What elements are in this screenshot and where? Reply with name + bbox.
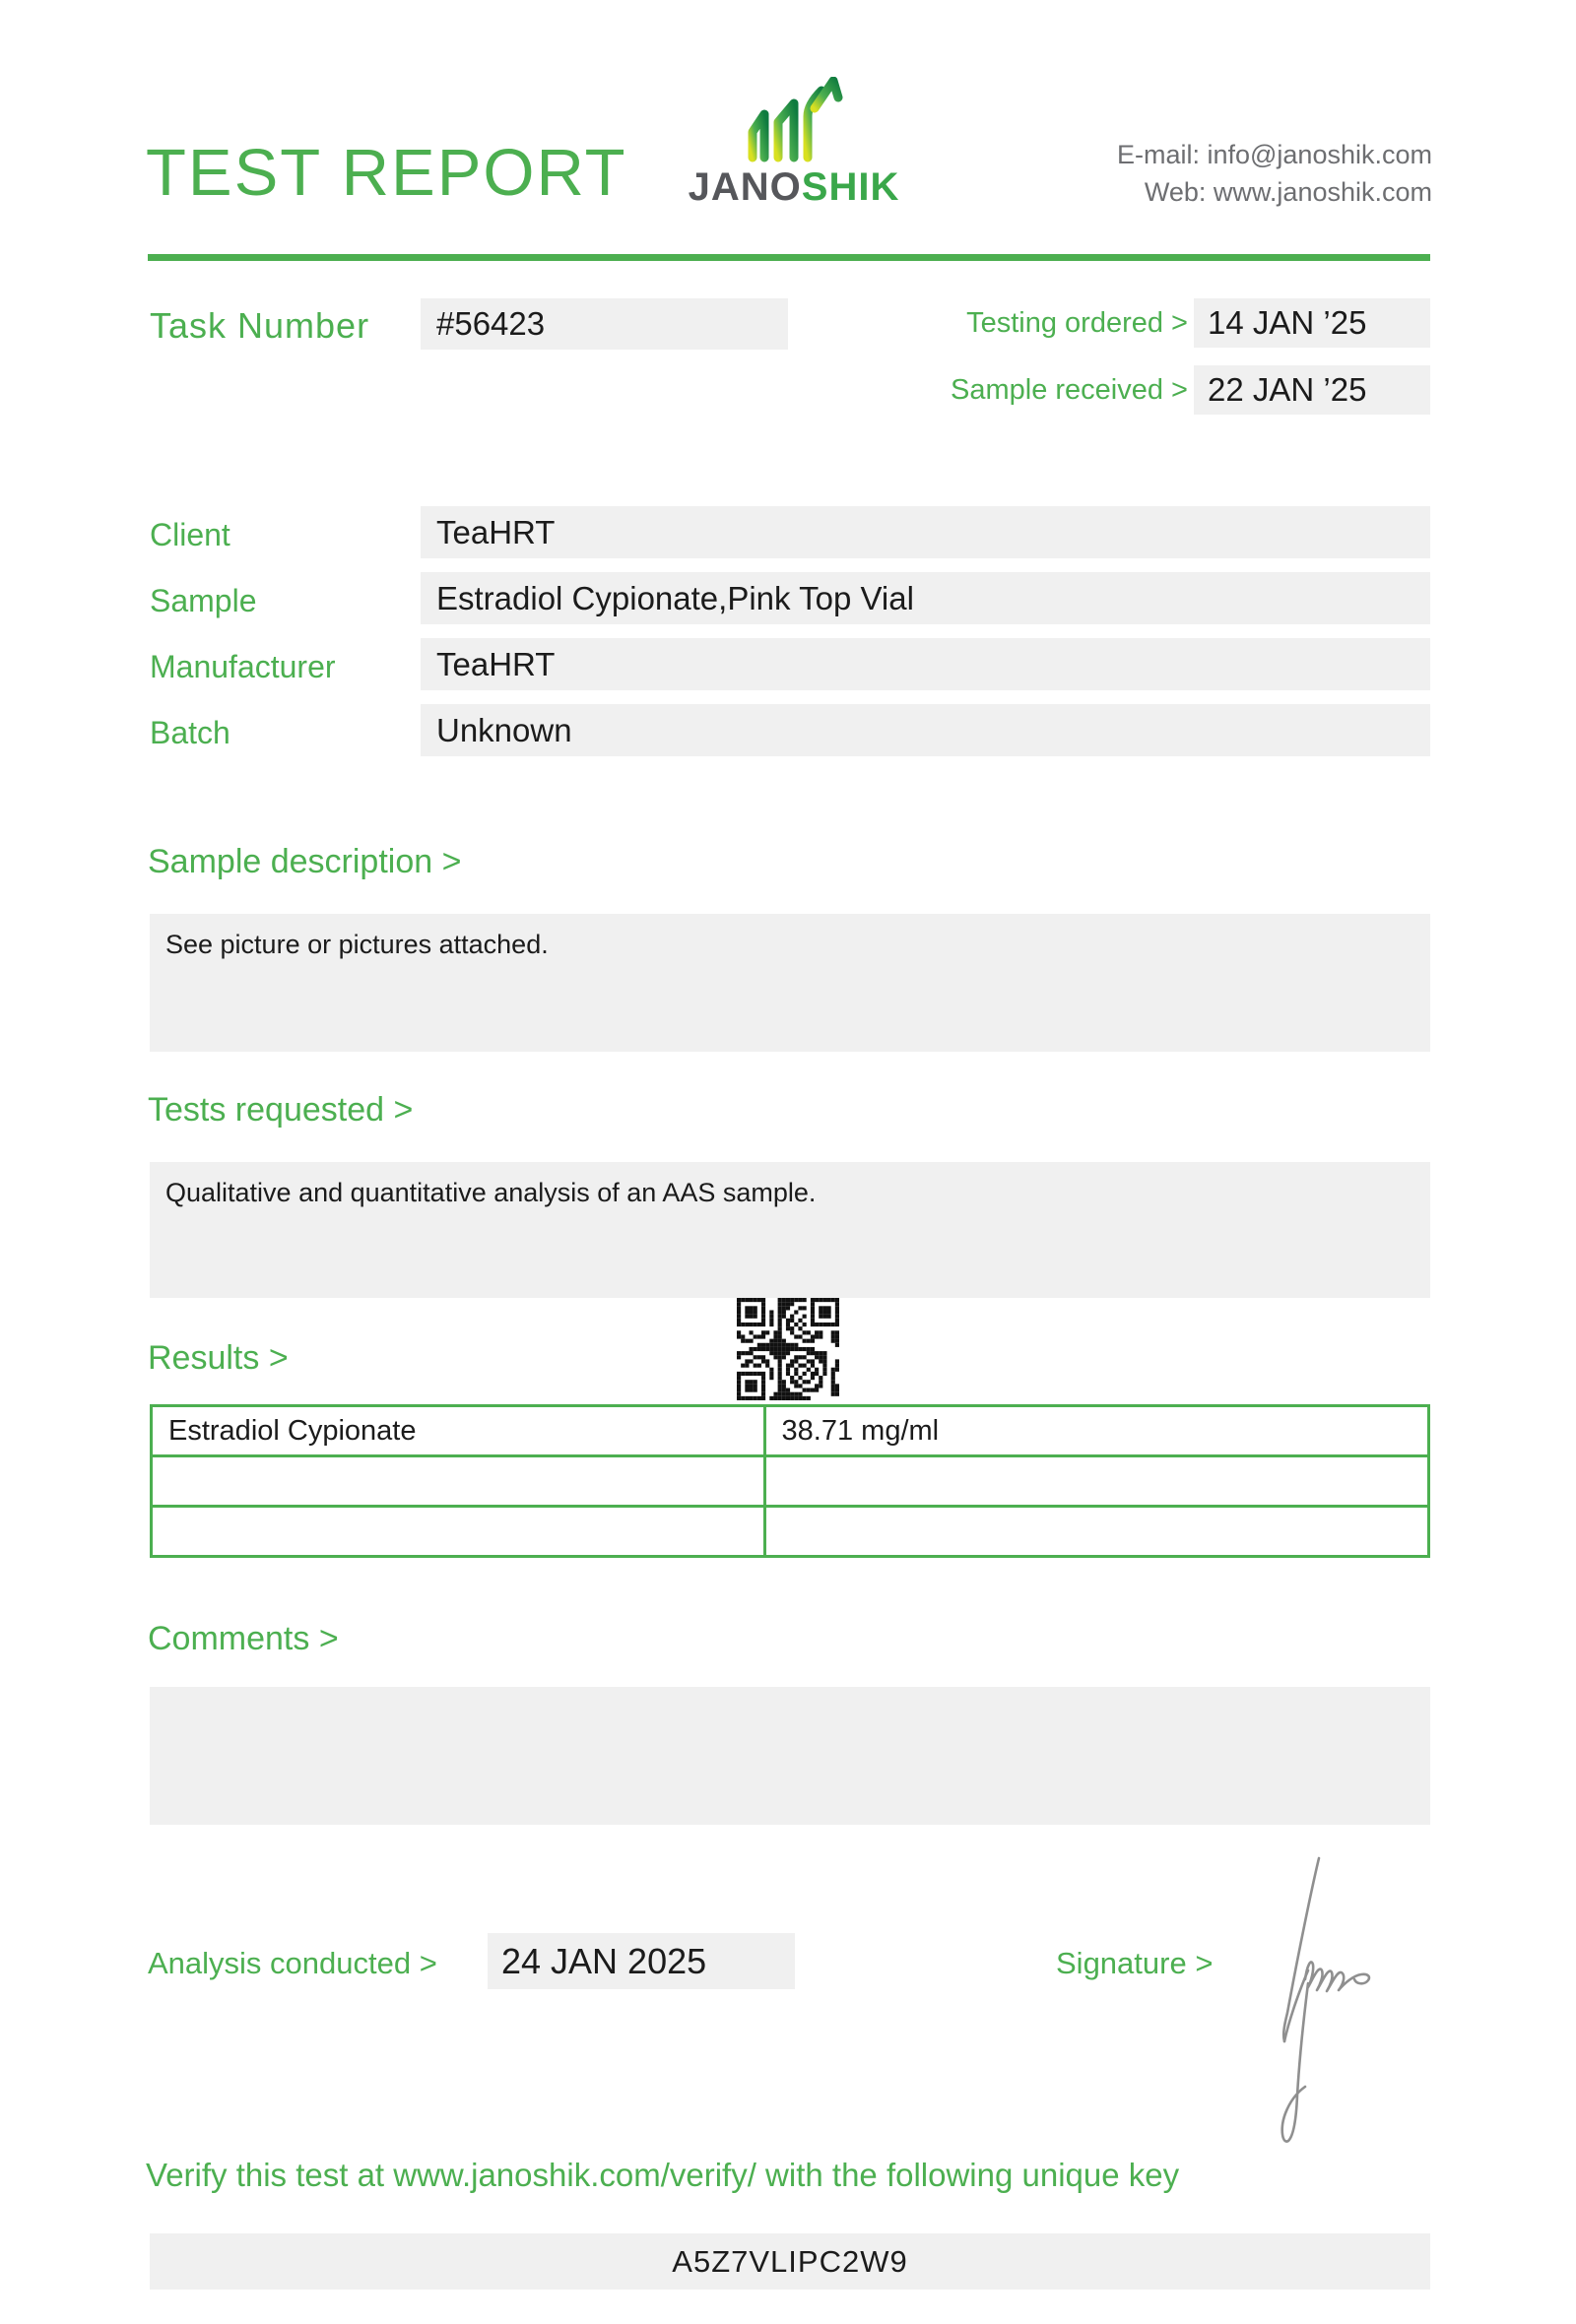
logo-text-shik: SHIK bbox=[801, 165, 900, 209]
results-heading: Results > bbox=[148, 1339, 289, 1377]
batch-label: Batch bbox=[150, 715, 230, 750]
contact-email: E-mail: info@janoshik.com bbox=[1116, 140, 1432, 169]
tests-requested-heading: Tests requested > bbox=[148, 1091, 414, 1129]
result-cell bbox=[764, 1456, 1428, 1507]
table-row bbox=[152, 1456, 1429, 1507]
sample-value: Estradiol Cypionate,Pink Top Vial bbox=[421, 572, 1430, 624]
results-table bbox=[150, 1404, 1430, 1558]
verify-text: Verify this test at www.janoshik.com/verify/ with the following unique key bbox=[146, 2157, 1180, 2193]
janoshik-logo bbox=[676, 77, 912, 207]
unique-key: A5Z7VLIPC2W9 bbox=[150, 2233, 1430, 2290]
analysis-conducted-label: Analysis conducted > bbox=[148, 1946, 437, 1980]
manufacturer-label: Manufacturer bbox=[150, 649, 336, 684]
comments-heading: Comments > bbox=[148, 1620, 339, 1657]
task-number-label: Task Number bbox=[150, 305, 370, 346]
client-value: TeaHRT bbox=[421, 506, 1430, 558]
logo-chart-icon bbox=[743, 77, 845, 163]
contact-info bbox=[1117, 136, 1432, 211]
analysis-date: 24 JAN 2025 bbox=[488, 1933, 795, 1989]
comments-box bbox=[150, 1687, 1430, 1825]
sample-received-date: 22 JAN ’25 bbox=[1194, 365, 1430, 415]
table-row bbox=[152, 1507, 1429, 1557]
signature-label: Signature > bbox=[1056, 1946, 1214, 1980]
testing-ordered-date: 14 JAN ’25 bbox=[1194, 298, 1430, 348]
result-cell bbox=[764, 1507, 1428, 1557]
client-label: Client bbox=[150, 517, 230, 552]
analyte-cell bbox=[152, 1507, 765, 1557]
sample-description-box: See picture or pictures attached. bbox=[150, 914, 1430, 1052]
batch-value: Unknown bbox=[421, 704, 1430, 756]
page-title: TEST REPORT bbox=[146, 136, 627, 210]
logo-text-jano: JANO bbox=[688, 165, 802, 209]
sample-description-heading: Sample description > bbox=[148, 843, 462, 880]
task-number-value: #56423 bbox=[421, 298, 788, 350]
sample-received-label: Sample received > bbox=[951, 374, 1188, 406]
header-divider bbox=[148, 254, 1430, 261]
qr-code bbox=[737, 1298, 839, 1400]
table-row bbox=[152, 1406, 1429, 1456]
analyte-cell: Estradiol Cypionate bbox=[152, 1406, 765, 1456]
signature-image bbox=[1275, 1855, 1385, 2151]
contact-web: Web: www.janoshik.com bbox=[1144, 177, 1432, 207]
result-cell: 38.71 mg/ml bbox=[764, 1406, 1428, 1456]
testing-ordered-label: Testing ordered > bbox=[966, 307, 1188, 339]
analyte-cell bbox=[152, 1456, 765, 1507]
manufacturer-value: TeaHRT bbox=[421, 638, 1430, 690]
sample-label: Sample bbox=[150, 583, 257, 618]
logo-wordmark bbox=[676, 167, 912, 207]
tests-requested-box: Qualitative and quantitative analysis of an AAS sample. bbox=[150, 1162, 1430, 1298]
